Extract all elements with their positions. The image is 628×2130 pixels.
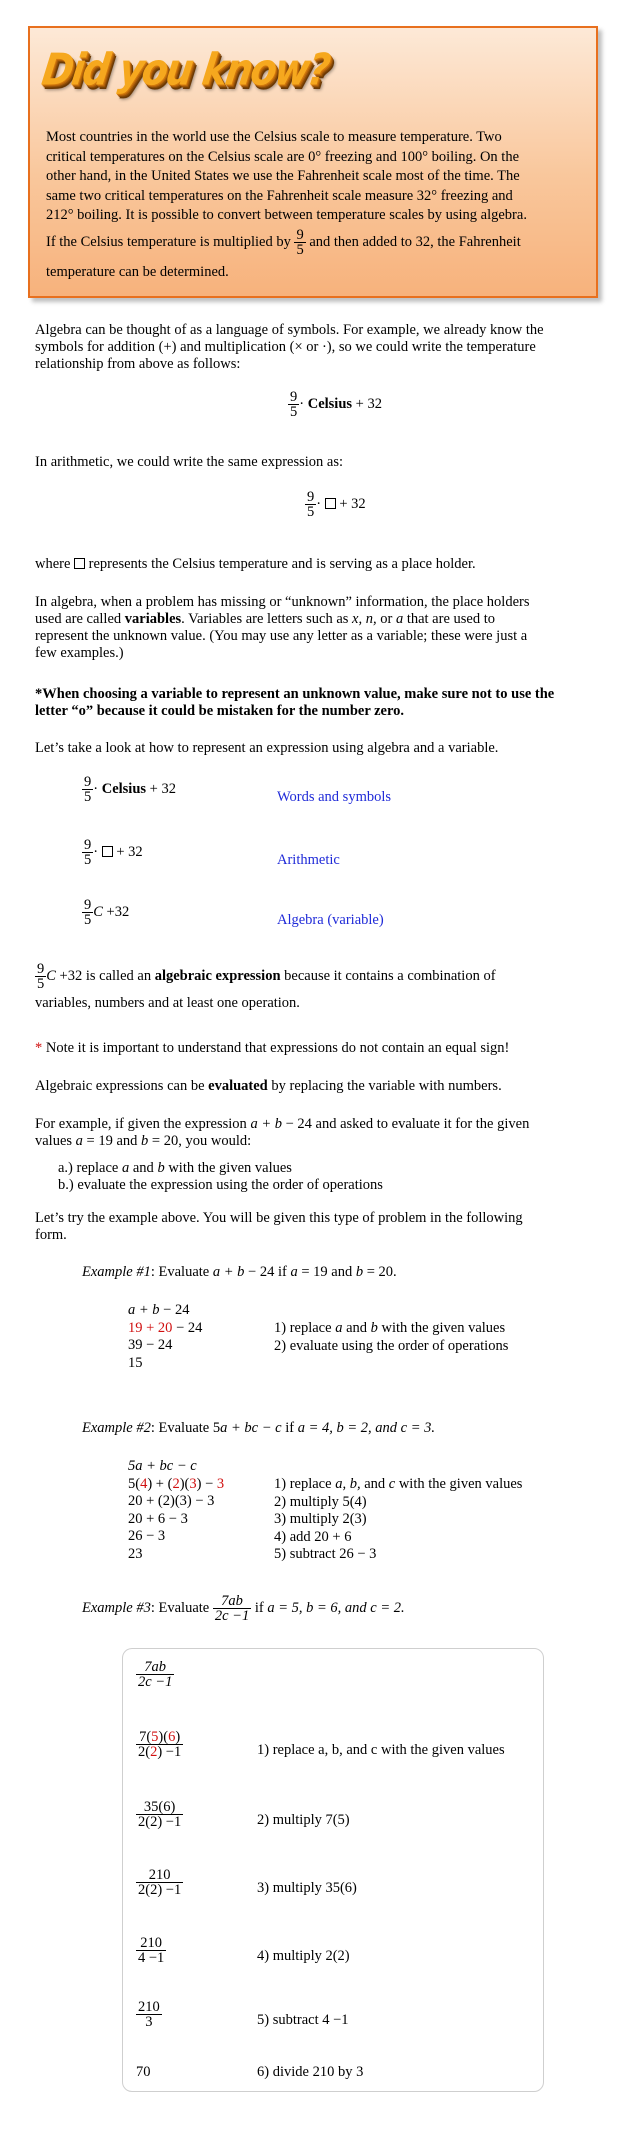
variables-paragraph: In algebra, when a problem has missing or “unknown” information, the place holders used are called variables. Variables are letters such as x, n, or a that are used to represent the unknown value. (You may use any letter as a variable; these were just a few examples.) [35,594,530,661]
compare-intro: Let’s take a look at how to represent an expression using algebra and a variable. [35,740,499,756]
equal-sign-note: * Note it is important to understand that expressions do not contain an equal sign! [35,1040,510,1056]
evaluate-paragraph: Algebraic expressions can be evaluated by replacing the variable with numbers. [35,1078,502,1094]
arithmetic-text: In arithmetic, we could write the same expression as: [35,454,344,470]
compare-row-arithmetic: $\frac{9}{5}$ · + 32 [84,837,143,868]
ex3-note-6: 6) divide 210 by 3 [257,2064,364,2080]
placeholder-box-icon [325,498,336,509]
ex3-step-0: $\frac{7ab}{2c -1}$ [138,1659,173,1690]
fraction-nine-fifths: $\frac{9}{5}$ [296,226,304,258]
ex3-step-5: $\frac{210}{3}$ [138,1999,160,2030]
steps-list: a.) replace a and b with the given values b.) evaluate the expression using the order of operations [58,1160,383,1193]
label-words-and-symbols: Words and symbols [277,789,392,805]
celsius-expression: $\frac{9}{5}$ · Celsius + 32 [290,389,382,420]
example-setup-paragraph: For example, if given the expression a + b − 24 and asked to evaluate it for the given values a = 19 and b = 20, you would: [35,1116,530,1149]
ex3-step-3: $\frac{210}{2(2) -1}$ [138,1867,182,1898]
example1-notes: 1) replace a and b with the given values 2) evaluate using the order of operations [274,1320,509,1354]
ex3-step-2: $\frac{35(6)}{2(2) -1}$ [138,1799,182,1830]
ex3-note-1: 1) replace a, b, and c with the given values [257,1742,505,1758]
did-you-know-heading: Did you know? [38,44,332,95]
compare-row-words: $\frac{9}{5}$ · Celsius + 32 [84,774,176,805]
ex3-note-4: 4) multiply 2(2) [257,1948,350,1964]
example2-work: 5a + bc − c 5(4) + (2)(3) − 3 20 + (2)(3) − 3 20 + 6 − 3 26 − 3 23 [128,1458,225,1562]
placeholder-explanation: where represents the Celsius temperature and is serving as a place holder. [35,556,476,572]
ex3-step-1: $\frac{7(5)(6)}{2(2) -1}$ [138,1729,182,1760]
intro-paragraph: Algebra can be thought of as a language of symbols. For example, we already know the symbols for addition (+) and multiplication (× or ·), so we could write the temperature relationship from above as follows: [35,322,544,372]
example1-title: Example #1: Evaluate a + b − 24 if a = 19 and b = 20. [82,1264,397,1280]
placeholder-box-icon [102,846,113,857]
example1-work: a + b − 24 19 + 20 − 24 39 − 24 15 [128,1302,203,1371]
ex3-note-3: 3) multiply 35(6) [257,1880,357,1896]
example2-notes: 1) replace a, b, and c with the given values 2) multiply 5(4) 3) multiply 2(3) 4) add 20 + 6 5) subtract 26 − 3 [274,1476,523,1562]
try-paragraph: Let’s try the example above. You will be given this type of problem in the following form. [35,1210,523,1243]
ex3-note-2: 2) multiply 7(5) [257,1812,350,1828]
placeholder-box-icon [74,558,85,569]
algebraic-expression-paragraph: $\frac{9}{5}$ C +32 is called an algebraic expression because it contains a combination of variables, numbers and at least one operation. [35,961,496,1011]
callout-text: Most countries in the world use the Celsius scale to measure temperature. Two critical temperatures on the Celsius scale are 0° freezing and 100° boiling. On the other hand, in the United States we use the Fahrenheit scale most of the time. The same two critical temperatures on the Fahrenheit scale measure 32° freezing and 212° boiling. It is possible to convert between temperature scales by using algebra. If the Celsius temperature is multiplied by $\frac{9}{5}$ and then added to 32, the Fahrenheit temperature can be determined. [46,129,527,280]
ex3-note-5: 5) subtract 4 −1 [257,2012,349,2028]
example3-title: Example #3: Evaluate $\frac{7ab}{2c -1}$ if a = 5, b = 6, and c = 2. [82,1593,405,1624]
arithmetic-expression: $\frac{9}{5}$ · + 32 [307,489,366,520]
variable-warning-note: *When choosing a variable to represent an unknown value, make sure not to use the letter “o” because it could be mistaken for the number zero. [35,686,555,719]
label-arithmetic: Arithmetic [277,852,340,868]
compare-row-algebra: $\frac{9}{5}$ C +32 [84,897,130,928]
ex3-step-6: 70 [136,2064,151,2080]
example2-title: Example #2: Evaluate 5a + bc − c if a = 4, b = 2, and c = 3. [82,1420,435,1436]
ex3-step-4: $\frac{210}{4 -1}$ [138,1935,165,1966]
label-algebra-variable: Algebra (variable) [277,912,384,928]
